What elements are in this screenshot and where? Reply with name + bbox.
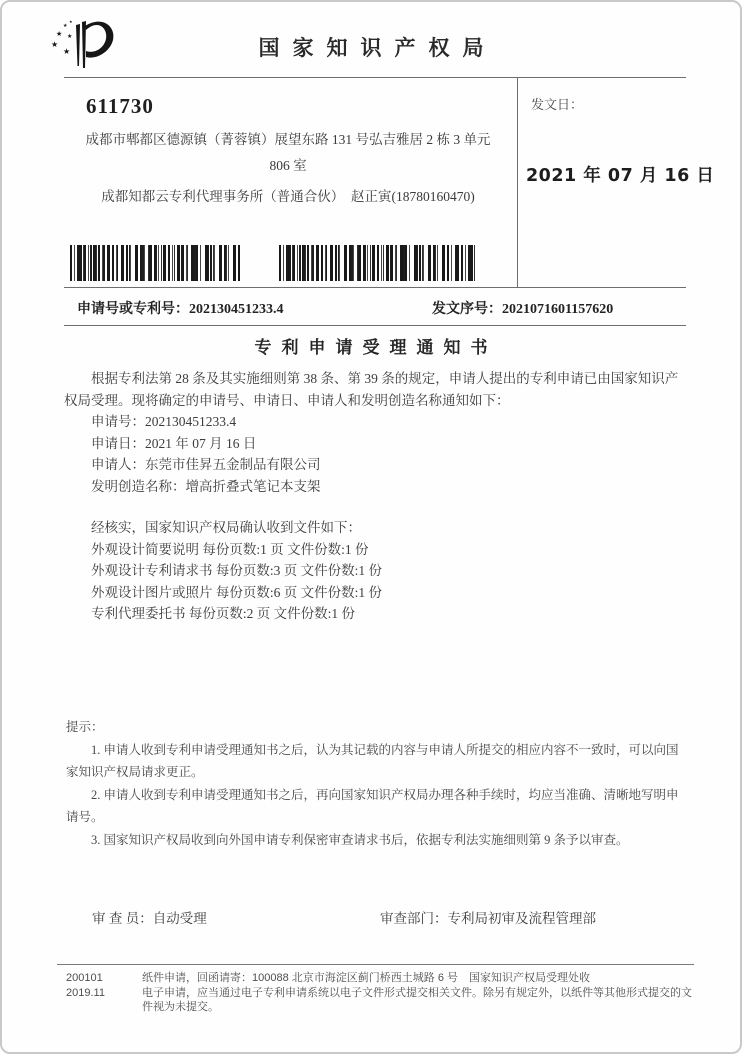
footer-form-code-date: 2019.11 — [66, 986, 105, 999]
agency-name: 国家知识产权局 — [258, 36, 497, 60]
examiner-value: 自动受理 — [152, 911, 207, 926]
received-document-item: 外观设计专利请求书 每份页数:3 页 文件份数:1 份 — [91, 563, 383, 578]
svg-text:★: ★ — [69, 19, 73, 24]
footer-paper-filing-note: 纸件申请，回函请寄：100088 北京市海淀区蓟门桥西土城路 6 号 国家知识产权局受理处收 — [142, 972, 590, 984]
svg-text:★: ★ — [67, 34, 73, 40]
tips-section — [66, 716, 690, 851]
application-number-value: 202130451233.4 — [189, 302, 284, 317]
field-value: 增高折叠式笔记本支架 — [185, 478, 321, 494]
examiner-label: 审 查 员： — [92, 911, 153, 926]
divider-above-numbers — [64, 287, 686, 288]
agent-line: 成都知都云专利代理事务所（普通合伙） 赵正寅(18780160470) — [101, 189, 475, 204]
field-application-number — [64, 411, 684, 433]
application-number-line — [77, 298, 284, 318]
serial-number-line — [432, 298, 613, 318]
divider-below-numbers — [64, 325, 686, 326]
footer-form-codes — [66, 971, 142, 1015]
tip-item-1: 1. 申请人收到专利申请受理通知书之后，认为其记载的内容与申请人所提交的相应内容不一致时，可以向国家知识产权局请求更正。 — [66, 742, 679, 779]
tip-item-3: 3. 国家知识产权局收到向外国申请专利保密审查请求书后，依据专利法实施细则第 9 条予以审查。 — [91, 832, 629, 847]
examiner-line — [92, 907, 207, 927]
footer-instructions — [142, 971, 698, 1015]
svg-text:★: ★ — [63, 24, 68, 29]
issue-date-box — [517, 77, 715, 287]
svg-text:★: ★ — [51, 40, 59, 49]
signature-row — [2, 907, 740, 927]
field-applicant — [64, 454, 684, 476]
issue-date-label: 发文日： — [531, 97, 584, 112]
recipient-block — [64, 94, 512, 205]
footer-form-code: 200101 — [66, 972, 103, 984]
svg-text:★: ★ — [56, 30, 63, 38]
postal-code: 611730 — [86, 94, 154, 118]
field-label: 申请人： — [91, 457, 145, 472]
barcode-application-number — [70, 245, 242, 281]
field-label: 申请号： — [91, 414, 145, 429]
recipient-address-line1: 成都市郫都区德源镇（菁蓉镇）展望东路 131 号弘吉雅居 2 栋 3 单元 — [85, 132, 491, 147]
footer-notes — [66, 971, 698, 1015]
intro-paragraph: 根据专利法第 28 条及其实施细则第 38 条、第 39 条的规定，申请人提出的专利申请已由国家知识产权局受理。现将确定的申请号、申请日、申请人和发明创造名称通知如下： — [64, 371, 679, 408]
received-document-item: 外观设计图片或照片 每份页数:6 页 文件份数:1 份 — [91, 584, 383, 600]
field-value: 东莞市佳昇五金制品有限公司 — [145, 457, 321, 472]
department-label: 审查部门： — [380, 911, 448, 926]
serial-number-value: 2021071601157620 — [502, 302, 614, 317]
barcode-serial-number — [279, 245, 475, 281]
application-number-label: 申请号或专利号： — [77, 302, 189, 317]
svg-text:★: ★ — [63, 47, 71, 56]
field-value: 2021 年 07 月 16 日 — [145, 435, 257, 451]
footer-efiling-note: 电子申请，应当通过电子专利申请系统以电子文件形式提交相关文件。除另有规定外，以纸件等其他形式提交的文件视为未提交。 — [142, 986, 692, 1013]
received-document-item: 专利代理委托书 每份页数:2 页 文件份数:1 份 — [91, 606, 356, 621]
department-line — [380, 907, 596, 927]
department-value: 专利局初审及流程管理部 — [447, 911, 596, 926]
numbers-row — [2, 298, 740, 320]
notice-body — [64, 368, 684, 625]
recipient-address-line2: 806 室 — [269, 158, 307, 173]
field-label: 申请日： — [91, 435, 145, 451]
field-application-date — [64, 433, 684, 455]
field-invention-title — [64, 476, 684, 498]
serial-number-label: 发文序号： — [432, 302, 502, 317]
received-document-item: 外观设计简要说明 每份页数:1 页 文件份数:1 份 — [91, 541, 369, 557]
footer-divider — [57, 964, 694, 965]
document-title: 专利申请受理通知书 — [254, 338, 498, 357]
tips-heading: 提示： — [66, 720, 104, 734]
field-label: 发明创造名称： — [91, 478, 186, 494]
received-documents-intro: 经核实，国家知识产权局确认收到文件如下： — [91, 520, 361, 535]
issue-date-value: 2021 年 07 月 16 日 — [526, 166, 715, 186]
field-value: 202130451233.4 — [145, 414, 237, 429]
tip-item-2: 2. 申请人收到专利申请受理通知书之后，再向国家知识产权局办理各种手续时，均应当准确、清晰地写明申请号。 — [66, 787, 679, 824]
